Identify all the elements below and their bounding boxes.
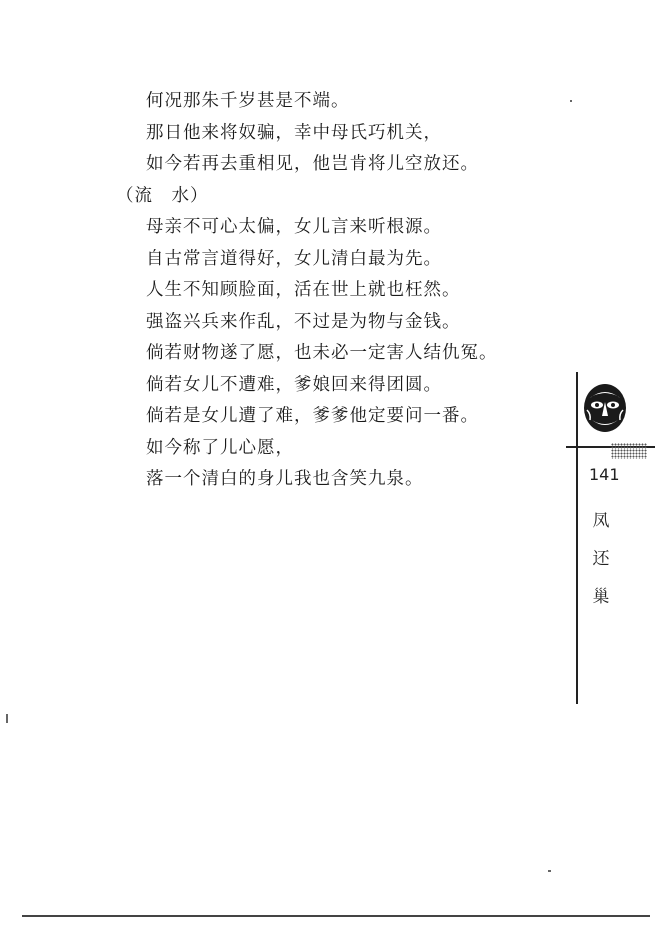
page-number: 141 [589, 465, 620, 484]
section-heading-liushui: （流 水） [116, 185, 209, 206]
book-title-char-2: 还 [592, 549, 610, 569]
lyric-line-2: 那日他来将奴骗，幸中母氏巧机关， [146, 122, 442, 143]
lyric-line-13: 落一个清白的身儿我也含笑九泉。 [146, 469, 424, 489]
lyric-line-12: 如今称了儿心愿， [146, 437, 294, 458]
halftone-block [611, 443, 647, 459]
scan-speck [548, 870, 551, 872]
lyrics-block [108, 86, 548, 496]
book-title-vertical [591, 502, 611, 616]
sidebar-vertical-rule [576, 372, 578, 704]
scan-speck [570, 100, 572, 102]
lyric-line-9: 倘若财物遂了愿，也未必一定害人结仇冤。 [146, 343, 498, 363]
lyric-line-7: 人生不知顾脸面，活在世上就也枉然。 [146, 280, 461, 300]
book-title-char-1: 凤 [592, 511, 610, 531]
lyric-line-11: 倘若是女儿遭了难，爹爹他定要问一番。 [146, 406, 479, 426]
footer-rule [22, 915, 650, 917]
lyric-line-6: 自古常言道得好，女儿清白最为先。 [146, 248, 442, 269]
scan-speck [6, 714, 8, 723]
lyric-line-5: 母亲不可心太偏，女儿言来听根源。 [146, 217, 442, 237]
book-title-char-3: 巢 [592, 587, 610, 607]
opera-mask-icon [582, 380, 628, 434]
lyric-line-3: 如今若再去重相见，他岂肯将儿空放还。 [146, 154, 479, 174]
lyric-line-10: 倘若女儿不遭难，爹娘回来得团圆。 [146, 374, 442, 395]
lyric-line-8: 强盗兴兵来作乱，不过是为物与金钱。 [146, 311, 461, 332]
lyric-line-1: 何况那朱千岁甚是不端。 [146, 91, 350, 111]
